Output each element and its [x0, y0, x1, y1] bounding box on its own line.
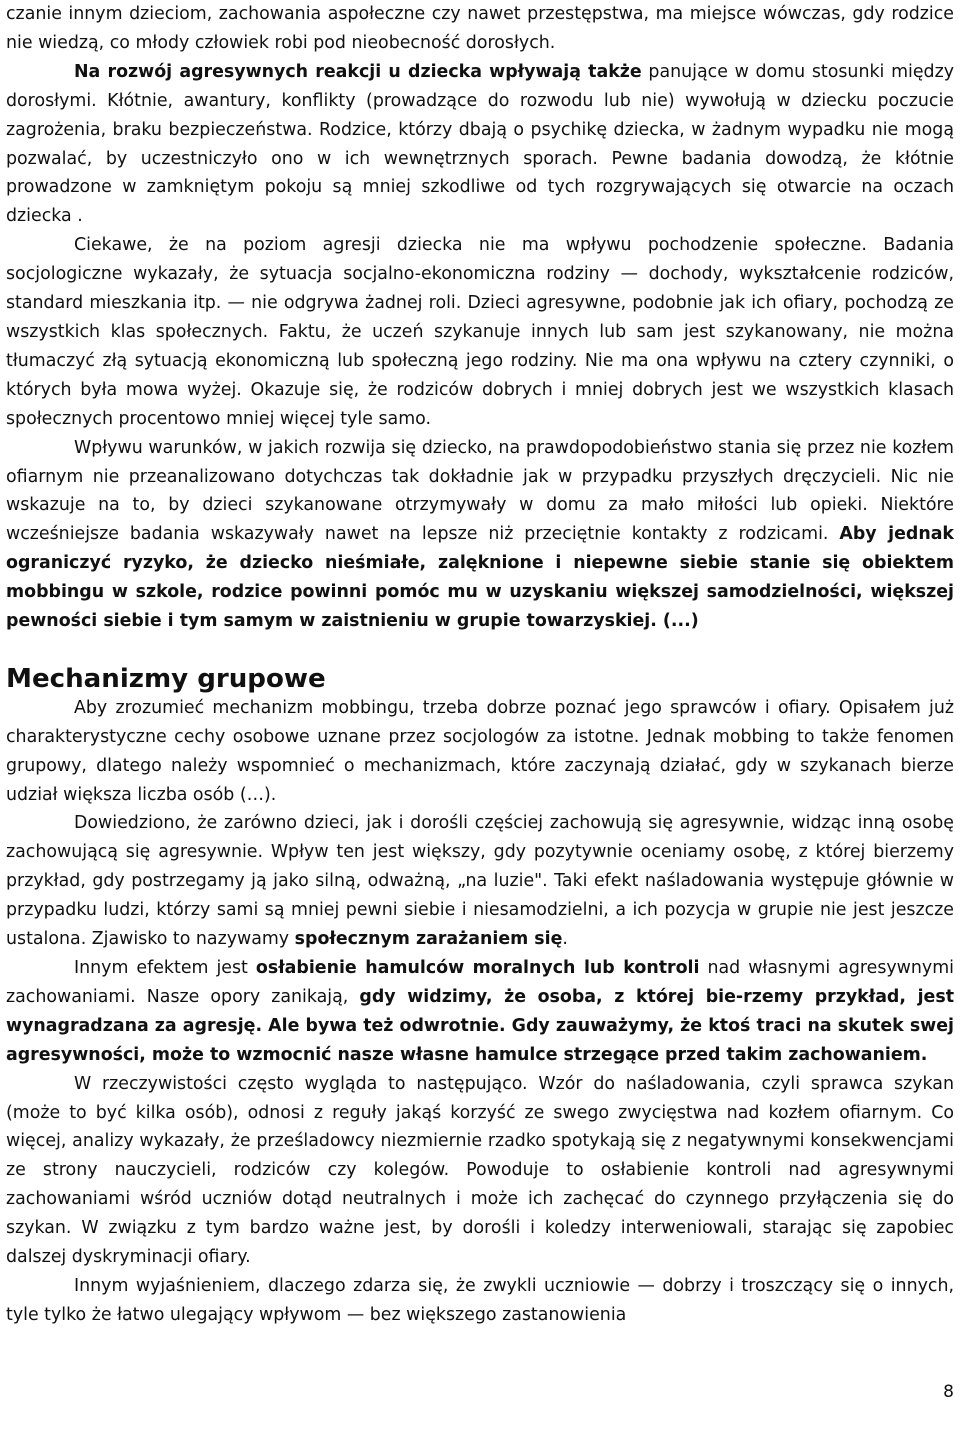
paragraph [6, 1272, 954, 1330]
bold-text-run: Na rozwój agresywnych reakcji u dziecka wpływają także [74, 61, 642, 82]
bold-text-run: osłabienie hamulców moralnych lub kontroli [255, 958, 700, 978]
text-run: . [562, 929, 568, 950]
text-run: Wpływu warunków, w jakich rozwija się dziecko, na prawdopodobieństwo stania się przez nie kozłem ofiarnym nie przeanalizowano dotychczas tak dokładnie jak w przypadku przyszłych dręczycieli. Nic nie wskazuje na to, by dzieci szykanowane otrzymywały w domu za mało miłości lub opieki. Niektóre wcześniejsze badania wskazywały nawet na lepsze niż przeciętnie kontakty z rodzicami. [6, 437, 954, 545]
paragraph [6, 434, 954, 636]
text-run: panujące w domu stosunki między dorosłymi. Kłótnie, awantury, konflikty (prowadzące do rozwodu lub nie) wywołują w dziecku poczucie zagrożenia, braku bezpieczeństwa. Rodzice, którzy dbają o psychikę dziecka, w żadnym wypadku nie mogą pozwalać, by uczestniczyło ono w ich wewnętrznych sporach. Pewne badania dowodzą, że kłótnie prowadzone w zamkniętym pokoju są mniej szkodliwe od tych rozgrywających się otwarcie na oczach dziecka . [6, 61, 954, 227]
text-run: czanie innym dzieciom, zachowania aspołeczne czy nawet przestępstwa, ma miejsce wówczas, gdy rodzice nie wiedzą, co młody człowiek robi pod nieobecność dorosłych. [6, 4, 954, 53]
text-run: Aby zrozumieć mechanizm mobbingu, trzeba dobrze poznać jego sprawców i ofiary. Opisałem już charakterystyczne cechy osobowe uznane przez socjologów za istotne. Jednak mobbing to także fenomen grupowy, dlatego należy wspomnieć o mechanizmach, które zaczynają działać, gdy w szykanach bierze udział większa liczba osób (…). [6, 697, 954, 805]
paragraph [6, 58, 954, 231]
document-page [6, 0, 954, 1330]
text-run: W rzeczywistości często wygląda to następująco. Wzór do naśladowania, czyli sprawca szykan (może to być kilka osób), odnosi z reguły jakąś korzyść ze swego zwycięstwa nad kozłem ofiarnym. Co więcej, analizy wykazały, że prześladowcy niezmiernie rzadko spotykają się z negatywnymi konsekwencjami ze strony nauczycieli, rodziców czy kolegów. Powoduje to osłabienie kontroli nad agresywnymi zachowaniami wśród uczniów dotąd neutralnych i może ich zachęcać do czynnego przyłączenia się do szykan. W związku z tym bardzo ważne jest, by dorośli i koledzy interweniowali, starając się zapobiec dalszej dyskryminacji ofiary. [6, 1073, 954, 1268]
text-run: Innym wyjaśnieniem, dlaczego zdarza się, że zwykli uczniowie — dobrzy i troszczący się o innych, tyle tylko że łatwo ulegający wpływom — bez większego zastanowienia [6, 1275, 954, 1325]
body-text-part-2 [6, 694, 954, 1330]
paragraph [6, 809, 954, 954]
section-gap [6, 636, 954, 665]
paragraph [6, 954, 954, 1070]
bold-text-run: gdy widzimy, że osoba, z której bie-rzemy przykład, jest wynagradzana za agresję. Ale bywa też odwrotnie. Gdy zauważymy, że ktoś traci na skutek swej agresywności, może to wzmocnić nasze własne hamulce strzegące przed takim zachowaniem. [6, 986, 955, 1065]
bold-text-run: Aby jednak ograniczyć ryzyko, że dziecko nieśmiałe, zalęknione i niepewne siebie stanie się obiektem mobbingu w szkole, rodzice powinni pomóc mu w uzyskaniu większej samodzielności, większej pewności siebie i tym samym w zaistnieniu w grupie towarzyskiej. (...) [6, 524, 954, 632]
paragraph [6, 694, 954, 810]
text-run: nad własnymi agresywnymi zachowaniami. Nasze opory zanikają, [6, 958, 954, 1007]
text-run: Ciekawe, że na poziom agresji dziecka nie ma wpływu pochodzenie społeczne. Badania socjologiczne wykazały, że sytuacja socjalno-ekonomiczna rodziny — dochody, wykształcenie rodziców, standard mieszkania itp. — nie odgrywa żadnej roli. Dzieci agresywne, podobnie jak ich ofiary, pochodzą ze wszystkich klas społecznych. Faktu, że uczeń szykanuje innych lub sam jest szykanowany, nie można tłumaczyć złą sytuacją ekonomiczną lub społeczną jego rodziny. Nie ma ona wpływu na cztery czynniki, o których była mowa wyżej. Okazuje się, że rodziców dobrych i mniej dobrych jest we wszystkich klasach społecznych procentowo mniej więcej tyle samo. [6, 235, 954, 429]
text-run: Dowiedziono, że zarówno dzieci, jak i dorośli częściej zachowują się agresywnie, widząc inną osobę zachowującą się agresywnie. Wpływ ten jest większy, gdy pozytywnie oceniamy osobę, z której bierzemy przykład, gdy postrzegamy ją jako silną, odważną, „na luzie". Taki efekt naśladowania występuje głównie w przypadku ludzi, którzy sami są mniej pewni siebie i niesamodzielni, a ich pozycja w grupie nie jest jeszcze ustalona. Zjawisko to nazywamy [6, 813, 954, 950]
paragraph [6, 231, 954, 433]
bold-text-run: społecznym zarażaniem się [294, 929, 563, 950]
text-run: Innym efektem jest [74, 958, 256, 978]
paragraph [6, 1070, 954, 1272]
page-number: 8 [943, 1382, 954, 1402]
body-text-part-1 [6, 0, 954, 636]
paragraph [6, 0, 954, 58]
section-heading: Mechanizmy grupowe [6, 663, 326, 694]
